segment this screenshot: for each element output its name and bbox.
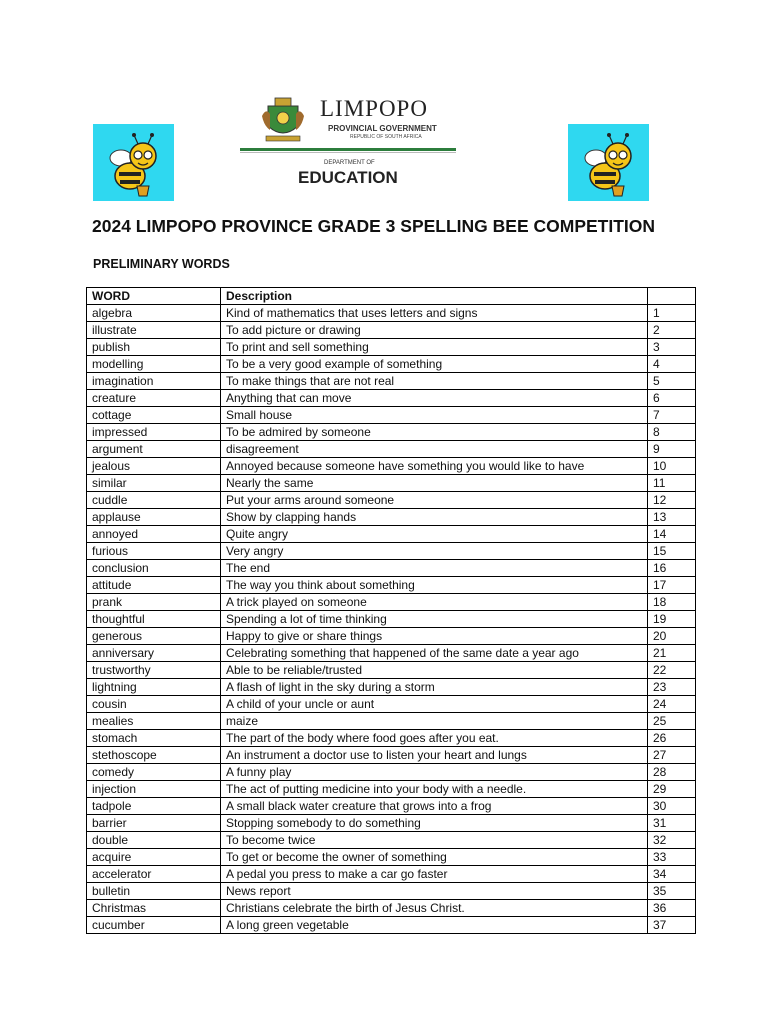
number-cell: 13 (648, 509, 696, 526)
table-row (87, 815, 696, 832)
description-cell: Kind of mathematics that uses letters and signs (221, 305, 648, 322)
word-cell: prank (87, 594, 221, 611)
description-cell: A trick played on someone (221, 594, 648, 611)
number-cell: 12 (648, 492, 696, 509)
description-cell: Christians celebrate the birth of Jesus Christ. (221, 900, 648, 917)
table-row (87, 764, 696, 781)
word-cell: stomach (87, 730, 221, 747)
table-row (87, 730, 696, 747)
word-cell: mealies (87, 713, 221, 730)
number-cell: 19 (648, 611, 696, 628)
bee-mascot-left-image (93, 124, 174, 201)
table-row (87, 662, 696, 679)
number-cell: 18 (648, 594, 696, 611)
word-cell: double (87, 832, 221, 849)
word-cell: Christmas (87, 900, 221, 917)
number-cell: 8 (648, 424, 696, 441)
number-cell: 5 (648, 373, 696, 390)
word-cell: similar (87, 475, 221, 492)
bee-icon (568, 124, 649, 201)
word-cell: injection (87, 781, 221, 798)
description-cell: A small black water creature that grows into a frog (221, 798, 648, 815)
table-row (87, 407, 696, 424)
word-cell: creature (87, 390, 221, 407)
table-row (87, 849, 696, 866)
description-cell: A funny play (221, 764, 648, 781)
number-cell: 33 (648, 849, 696, 866)
description-cell: A long green vegetable (221, 917, 648, 934)
education-label: EDUCATION (298, 168, 398, 187)
section-subtitle: PRELIMINARY WORDS (93, 257, 230, 271)
word-cell: bulletin (87, 883, 221, 900)
table-row (87, 611, 696, 628)
table-row (87, 492, 696, 509)
number-cell: 14 (648, 526, 696, 543)
word-cell: cottage (87, 407, 221, 424)
description-cell: Quite angry (221, 526, 648, 543)
logo-grey-divider (240, 152, 456, 153)
number-cell: 11 (648, 475, 696, 492)
table-row (87, 560, 696, 577)
number-cell: 16 (648, 560, 696, 577)
number-cell: 3 (648, 339, 696, 356)
word-cell: modelling (87, 356, 221, 373)
description-cell: A child of your uncle or aunt (221, 696, 648, 713)
word-cell: trustworthy (87, 662, 221, 679)
table-row (87, 305, 696, 322)
table-row (87, 390, 696, 407)
word-cell: anniversary (87, 645, 221, 662)
description-cell: The end (221, 560, 648, 577)
column-header-word: WORD (87, 288, 221, 305)
number-cell: 2 (648, 322, 696, 339)
description-cell: To become twice (221, 832, 648, 849)
number-cell: 28 (648, 764, 696, 781)
number-cell: 24 (648, 696, 696, 713)
table-body (87, 305, 696, 934)
word-cell: algebra (87, 305, 221, 322)
table-row (87, 458, 696, 475)
column-header-description: Description (221, 288, 648, 305)
column-header-number (648, 288, 696, 305)
description-cell: News report (221, 883, 648, 900)
description-cell: An instrument a doctor use to listen your heart and lungs (221, 747, 648, 764)
table-row (87, 917, 696, 934)
table-row (87, 509, 696, 526)
table-row (87, 441, 696, 458)
description-cell: To be a very good example of something (221, 356, 648, 373)
table-header-row (87, 288, 696, 305)
word-cell: comedy (87, 764, 221, 781)
table-row (87, 373, 696, 390)
number-cell: 23 (648, 679, 696, 696)
word-cell: barrier (87, 815, 221, 832)
description-cell: To add picture or drawing (221, 322, 648, 339)
description-cell: Small house (221, 407, 648, 424)
number-cell: 32 (648, 832, 696, 849)
number-cell: 26 (648, 730, 696, 747)
description-cell: Spending a lot of time thinking (221, 611, 648, 628)
description-cell: A pedal you press to make a car go faster (221, 866, 648, 883)
number-cell: 34 (648, 866, 696, 883)
table-row (87, 713, 696, 730)
word-cell: illustrate (87, 322, 221, 339)
description-cell: Celebrating something that happened of the same date a year ago (221, 645, 648, 662)
number-cell: 1 (648, 305, 696, 322)
word-cell: publish (87, 339, 221, 356)
description-cell: Anything that can move (221, 390, 648, 407)
number-cell: 15 (648, 543, 696, 560)
bee-mascot-right-image (568, 124, 649, 201)
table-row (87, 645, 696, 662)
word-cell: applause (87, 509, 221, 526)
description-cell: To be admired by someone (221, 424, 648, 441)
word-cell: cucumber (87, 917, 221, 934)
description-cell: maize (221, 713, 648, 730)
word-cell: stethoscope (87, 747, 221, 764)
description-cell: The part of the body where food goes after you eat. (221, 730, 648, 747)
table-row (87, 475, 696, 492)
word-cell: cousin (87, 696, 221, 713)
description-cell: Happy to give or share things (221, 628, 648, 645)
number-cell: 25 (648, 713, 696, 730)
table-row (87, 322, 696, 339)
number-cell: 20 (648, 628, 696, 645)
table-row (87, 866, 696, 883)
table-row (87, 339, 696, 356)
word-cell: imagination (87, 373, 221, 390)
description-cell: The way you think about something (221, 577, 648, 594)
number-cell: 30 (648, 798, 696, 815)
table-row (87, 526, 696, 543)
word-cell: lightning (87, 679, 221, 696)
republic-label: REPUBLIC OF SOUTH AFRICA (350, 134, 422, 140)
number-cell: 10 (648, 458, 696, 475)
description-cell: Stopping somebody to do something (221, 815, 648, 832)
number-cell: 36 (648, 900, 696, 917)
number-cell: 21 (648, 645, 696, 662)
word-cell: furious (87, 543, 221, 560)
bee-icon (93, 124, 174, 201)
spelling-words-table (86, 287, 696, 934)
description-cell: To make things that are not real (221, 373, 648, 390)
logo-green-divider (240, 148, 456, 151)
number-cell: 22 (648, 662, 696, 679)
coat-of-arms-icon (260, 96, 306, 144)
word-cell: thoughtful (87, 611, 221, 628)
description-cell: The act of putting medicine into your body with a needle. (221, 781, 648, 798)
table-row (87, 883, 696, 900)
department-of-label: DEPARTMENT OF (324, 160, 375, 166)
table-row (87, 900, 696, 917)
word-cell: conclusion (87, 560, 221, 577)
number-cell: 27 (648, 747, 696, 764)
word-cell: tadpole (87, 798, 221, 815)
number-cell: 17 (648, 577, 696, 594)
description-cell: Nearly the same (221, 475, 648, 492)
description-cell: To get or become the owner of something (221, 849, 648, 866)
table-row (87, 594, 696, 611)
word-cell: annoyed (87, 526, 221, 543)
table-row (87, 747, 696, 764)
description-cell: Annoyed because someone have something you would like to have (221, 458, 648, 475)
table-row (87, 696, 696, 713)
word-cell: impressed (87, 424, 221, 441)
province-name: LIMPOPO (320, 96, 428, 121)
provincial-government-label: PROVINCIAL GOVERNMENT (328, 124, 437, 133)
word-cell: cuddle (87, 492, 221, 509)
table-row (87, 679, 696, 696)
word-cell: generous (87, 628, 221, 645)
number-cell: 37 (648, 917, 696, 934)
number-cell: 9 (648, 441, 696, 458)
description-cell: Put your arms around someone (221, 492, 648, 509)
description-cell: Able to be reliable/trusted (221, 662, 648, 679)
word-cell: acquire (87, 849, 221, 866)
number-cell: 31 (648, 815, 696, 832)
table-row (87, 628, 696, 645)
number-cell: 4 (648, 356, 696, 373)
number-cell: 35 (648, 883, 696, 900)
page-title: 2024 LIMPOPO PROVINCE GRADE 3 SPELLING BEE COMPETITION (92, 216, 656, 236)
number-cell: 7 (648, 407, 696, 424)
description-cell: Show by clapping hands (221, 509, 648, 526)
table-row (87, 577, 696, 594)
description-cell: To print and sell something (221, 339, 648, 356)
table-row (87, 424, 696, 441)
table-row (87, 832, 696, 849)
description-cell: Very angry (221, 543, 648, 560)
word-cell: argument (87, 441, 221, 458)
word-cell: accelerator (87, 866, 221, 883)
description-cell: disagreement (221, 441, 648, 458)
description-cell: A flash of light in the sky during a storm (221, 679, 648, 696)
number-cell: 29 (648, 781, 696, 798)
limpopo-education-logo (240, 92, 456, 198)
table-row (87, 781, 696, 798)
table-row (87, 356, 696, 373)
number-cell: 6 (648, 390, 696, 407)
table-row (87, 798, 696, 815)
table-row (87, 543, 696, 560)
word-cell: attitude (87, 577, 221, 594)
word-cell: jealous (87, 458, 221, 475)
